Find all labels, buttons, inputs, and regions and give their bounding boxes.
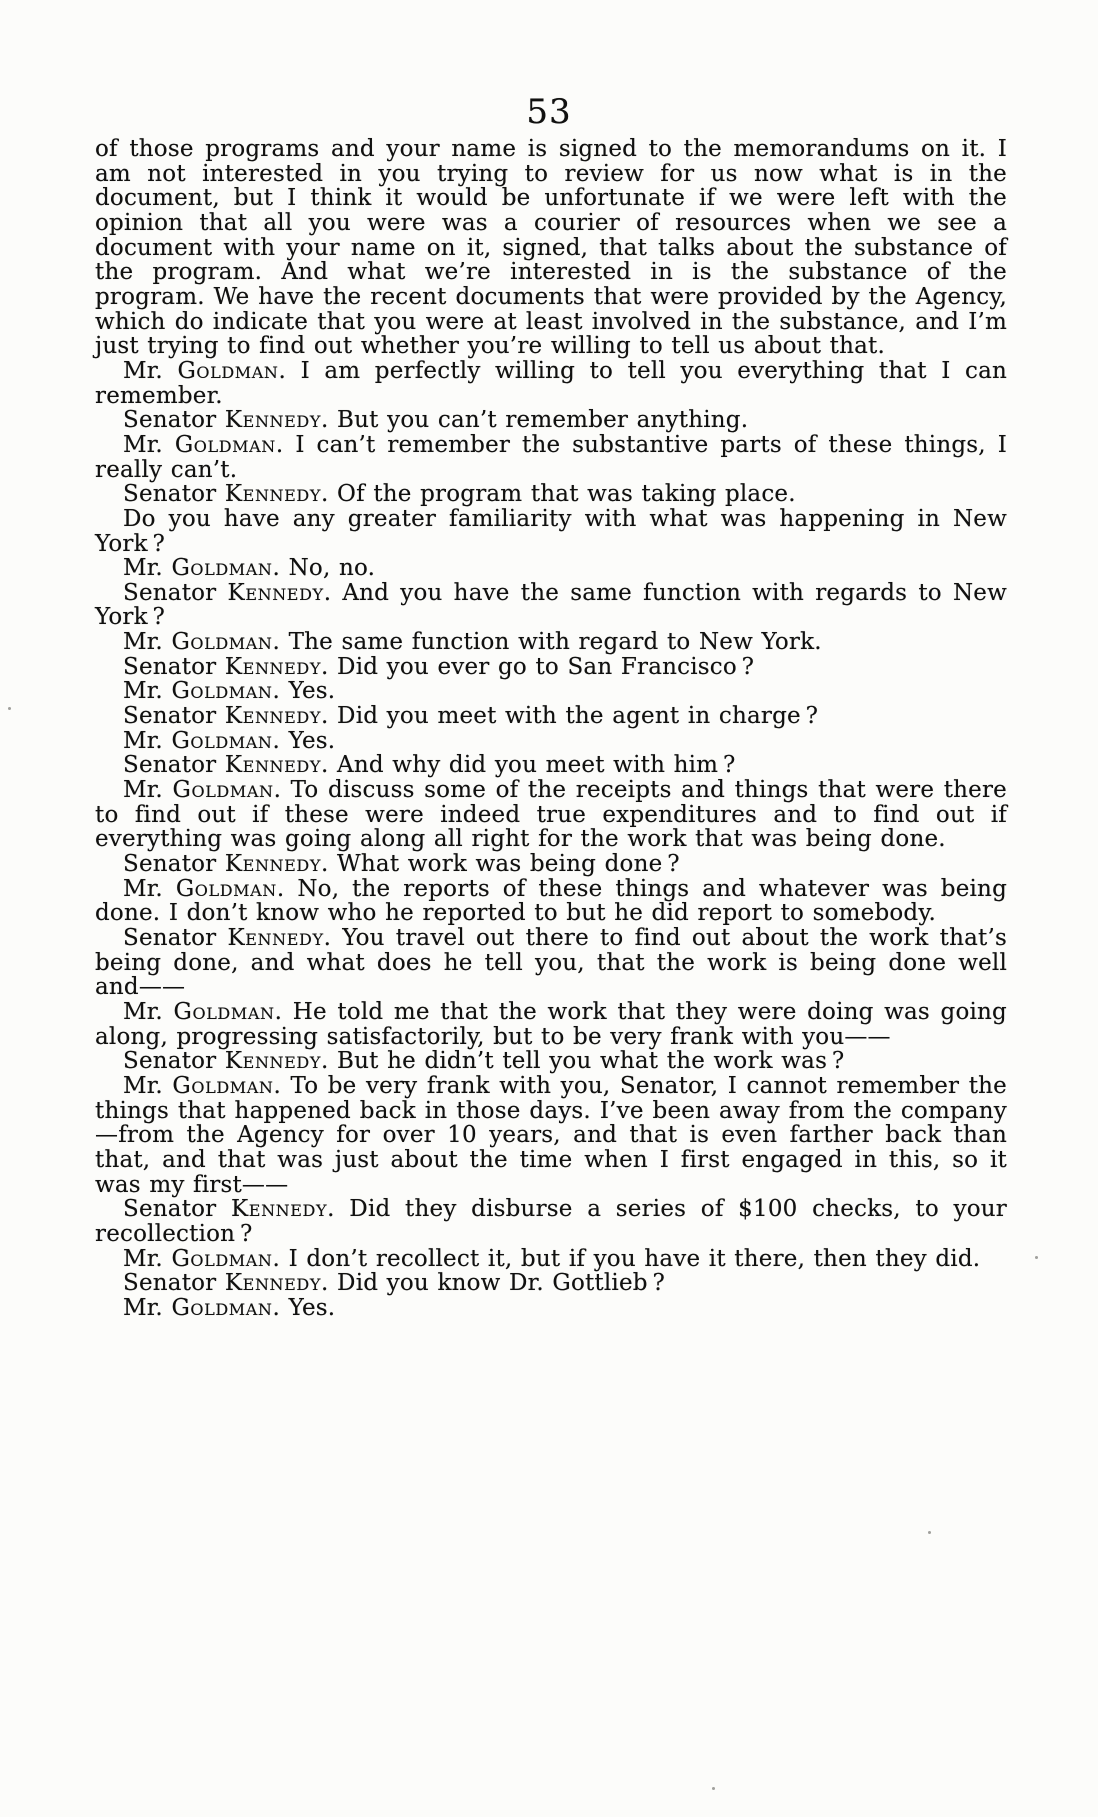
speaker-label: Mr. Goldman	[123, 431, 276, 458]
speaker-label: Mr. Goldman	[123, 357, 279, 384]
opening-paragraph: of those programs and your name is signed to the memorandums on it. I am not interested in you trying to review for us now what is in the document, but I think it would be unfortunate if we were left with the opinion that all you were was a courier of resources when we see a document with your name on it, signed, that talks about the substance of the program. And what we’re interested in is the substance of the program. We have the recent documents that were provided by the Agency, which do indicate that you were at least involved in the substance, and I’m just trying to find out whether you’re willing to tell us about that.	[95, 136, 1007, 360]
speaker-label: Senator Kennedy	[123, 579, 324, 606]
speaker-label: Senator Kennedy	[123, 851, 322, 878]
scan-speck	[712, 1787, 715, 1790]
dialogue-paragraph: Senator Kennedy. And you have the same function with regards to New York ?	[95, 579, 1008, 631]
speaker-name: Kennedy	[231, 1196, 328, 1223]
dialogue-paragraph: Senator Kennedy. And why did you meet with him ?	[123, 752, 736, 779]
dialogue-paragraph: Senator Kennedy. But he didn’t tell you what the work was ?	[123, 1048, 845, 1075]
speaker-label: Senator Kennedy	[123, 1196, 328, 1223]
speaker-name: Kennedy	[224, 653, 322, 680]
speaker-label: Senator Kennedy	[123, 407, 322, 434]
speaker-name: Goldman	[171, 727, 273, 754]
dialogue-paragraph: Mr. Goldman. To be very frank with you, Senator, I cannot remember the things that happened back in those days. I’ve been away from the company—from the Agency for over 10 years, and that is even farther back than that, and that was just about the time when I first engaged in this, so it was my first——	[95, 1072, 1007, 1198]
speaker-name: Kennedy	[224, 851, 322, 878]
speaker-name: Goldman	[175, 875, 277, 902]
speaker-label: Mr. Goldman	[123, 998, 275, 1025]
dialogue-paragraph: Mr. Goldman. I can’t remember the substantive parts of these things, I really can’t.	[95, 431, 1007, 483]
dialogue-paragraph: Senator Kennedy. What work was being done ?	[123, 851, 680, 878]
scan-speck	[928, 1531, 931, 1534]
speaker-label: Senator Kennedy	[123, 653, 322, 680]
speaker-name: Kennedy	[224, 703, 322, 730]
speaker-label: Mr. Goldman	[123, 1294, 273, 1321]
dialogue-paragraph: Senator Kennedy. Did you ever go to San Francisco ?	[123, 653, 755, 680]
dialogue-paragraph: Senator Kennedy. But you can’t remember anything.	[123, 407, 749, 434]
speaker-name: Goldman	[171, 555, 273, 582]
speaker-name: Kennedy	[224, 407, 322, 434]
speaker-label: Mr. Goldman	[123, 1072, 274, 1099]
speaker-name: Kennedy	[224, 1270, 322, 1297]
speaker-name: Goldman	[174, 431, 276, 458]
dialogue-paragraph: Mr. Goldman. No, no.	[123, 555, 376, 582]
dialogue-paragraph: Senator Kennedy. Did you meet with the agent in charge ?	[123, 703, 819, 730]
dialogue-paragraph: Mr. Goldman. I don’t recollect it, but if you have it there, then they did.	[123, 1245, 981, 1272]
speaker-label: Mr. Goldman	[123, 555, 273, 582]
speaker-name: Goldman	[171, 629, 273, 656]
dialogue-paragraph: Senator Kennedy. You travel out there to find out about the work that’s being done, and what does he tell you, that the work is being done well and——	[95, 925, 1007, 1001]
speaker-name: Goldman	[171, 678, 273, 705]
dialogue-paragraph: Do you have any greater familiarity with what was happening in New York ?	[95, 505, 1007, 557]
dialogue-paragraph: Senator Kennedy. Did you know Dr. Gottlieb ?	[123, 1270, 666, 1297]
speaker-label: Senator Kennedy	[123, 703, 322, 730]
transcript-text	[95, 137, 1007, 1321]
speaker-name: Goldman	[173, 998, 275, 1025]
scan-speck	[1035, 1256, 1038, 1259]
speaker-label: Mr. Goldman	[123, 777, 274, 804]
speaker-label: Mr. Goldman	[123, 629, 273, 656]
dialogue-paragraph: Mr. Goldman. The same function with regard to New York.	[123, 629, 822, 656]
dialogue-paragraph: Mr. Goldman. He told me that the work that they were doing was going along, progressing satisfactorily, but to be very frank with you——	[95, 998, 1007, 1050]
speaker-name: Goldman	[171, 1245, 273, 1272]
speaker-name: Kennedy	[224, 481, 322, 508]
speaker-label: Mr. Goldman	[123, 678, 273, 705]
speaker-label: Senator Kennedy	[123, 1270, 322, 1297]
speaker-name: Goldman	[172, 1072, 274, 1099]
speaker-label: Mr. Goldman	[123, 727, 273, 754]
speaker-label: Senator Kennedy	[123, 752, 322, 779]
scan-speck	[8, 707, 11, 710]
dialogue-paragraph: Mr. Goldman. Yes.	[123, 678, 336, 705]
dialogue-paragraph: Mr. Goldman. Yes.	[123, 727, 336, 754]
speaker-name: Kennedy	[224, 1048, 322, 1075]
speaker-name: Goldman	[177, 357, 279, 384]
dialogue-paragraph: Senator Kennedy. Did they disburse a series of $100 checks, to your recollection ?	[95, 1196, 1007, 1247]
dialogue-paragraph: Mr. Goldman. I am perfectly willing to tell you everything that I can remember.	[95, 357, 1007, 409]
speaker-name: Goldman	[172, 777, 274, 804]
speaker-label: Mr. Goldman	[123, 875, 277, 902]
dialogue-paragraph: Mr. Goldman. Yes.	[123, 1294, 336, 1321]
speaker-name: Kennedy	[227, 579, 324, 606]
dialogue	[95, 359, 1007, 1321]
page-number: 53	[526, 92, 572, 132]
speaker-name: Goldman	[171, 1294, 273, 1321]
dialogue-paragraph: Senator Kennedy. Of the program that was taking place.	[123, 481, 796, 508]
speaker-label: Senator Kennedy	[123, 925, 324, 951]
speaker-name: Kennedy	[227, 925, 324, 951]
speaker-label: Senator Kennedy	[123, 481, 322, 508]
dialogue-paragraph: Mr. Goldman. No, the reports of these things and whatever was being done. I don’t know who he reported to but he did report to somebody.	[95, 875, 1007, 927]
dialogue-paragraph: Mr. Goldman. To discuss some of the receipts and things that were there to find out if these were indeed true expenditures and to find out if everything was going along all right for the work that was being done.	[95, 777, 1007, 853]
speaker-label: Senator Kennedy	[123, 1048, 322, 1075]
speaker-label: Mr. Goldman	[123, 1245, 273, 1272]
speaker-name: Kennedy	[224, 752, 322, 779]
